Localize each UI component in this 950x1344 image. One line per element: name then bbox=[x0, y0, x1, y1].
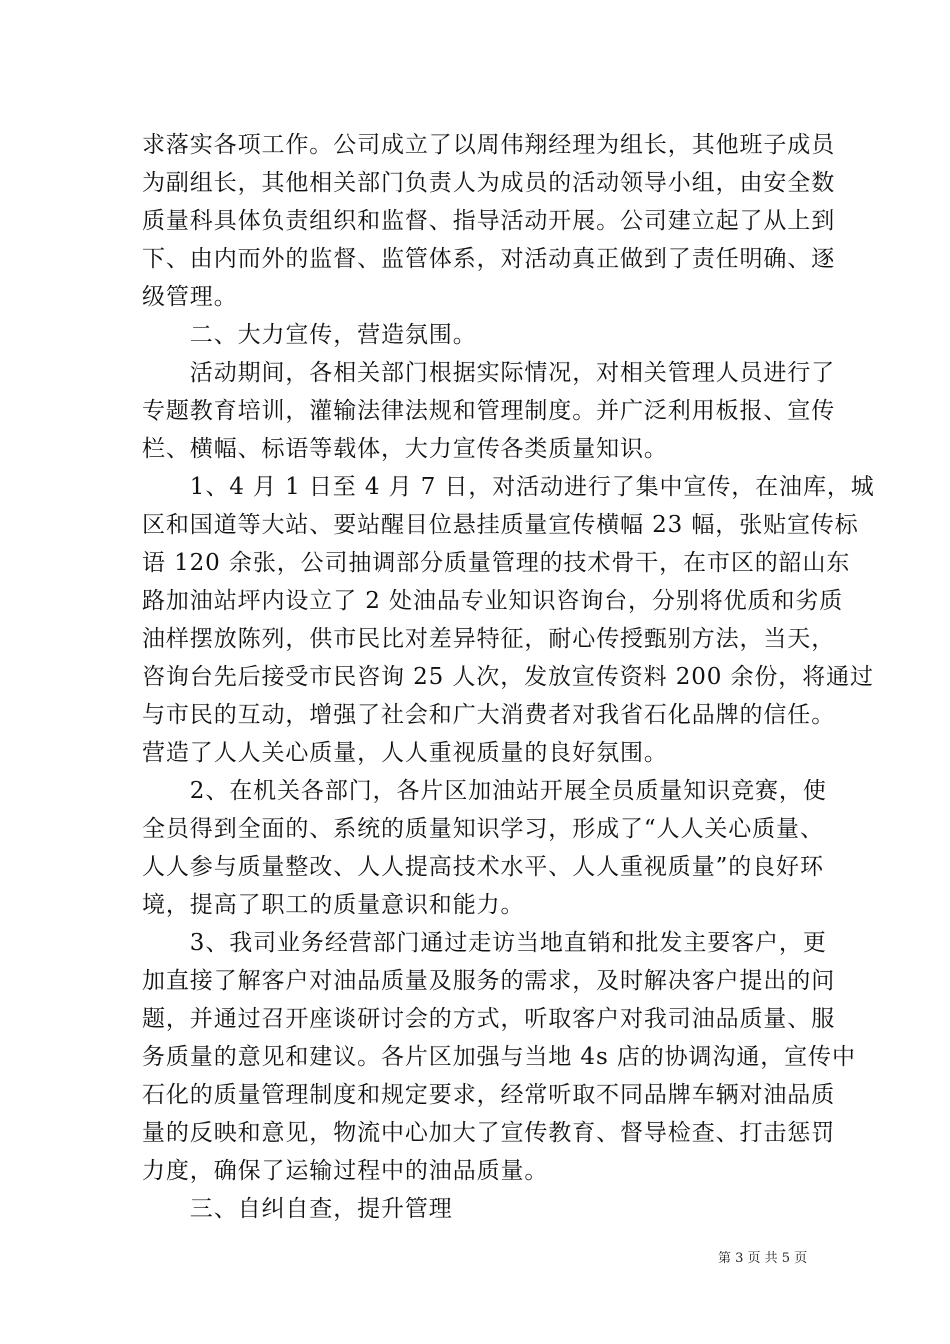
text-line: 语 120 余张，公司抽调部分质量管理的技术骨干，在市区的韶山东 bbox=[142, 550, 851, 576]
text-line: 栏、横幅、标语等载体，大力宣传各类质量知识。 bbox=[142, 436, 668, 462]
text-line: 油样摆放陈列，供市民比对差异特征，耐心传授甄别方法，当天， bbox=[142, 626, 836, 652]
text-line: 营造了人人关心质量，人人重视质量的良好氛围。 bbox=[142, 740, 668, 766]
text-line: 为副组长，其他相关部门负责人为成员的活动领导小组，由安全数 bbox=[142, 170, 836, 196]
text-line: 务质量的意见和建议。各片区加强与当地 4s 店的协调沟通，宣传中 bbox=[142, 1044, 856, 1070]
text-line: 石化的质量管理制度和规定要求，经常听取不同品牌车辆对油品质 bbox=[142, 1082, 836, 1108]
section-heading: 二、大力宣传，营造氛围。 bbox=[142, 322, 477, 348]
text-line: 3、我司业务经营部门通过走访当地直销和批发主要客户，更 bbox=[142, 930, 827, 956]
text-line: 与市民的互动，增强了社会和广大消费者对我省石化品牌的信任。 bbox=[142, 702, 836, 728]
text-line: 量的反映和意见，物流中心加大了宣传教育、督导检查、打击惩罚 bbox=[142, 1120, 836, 1146]
text-line: 境，提高了职工的质量意识和能力。 bbox=[142, 892, 525, 918]
text-line: 全员得到全面的、系统的质量知识学习，形成了“人人关心质量、 bbox=[142, 816, 824, 842]
section-heading: 三、自纠自查，提升管理 bbox=[142, 1196, 453, 1222]
text-line: 区和国道等大站、要站醒目位悬挂质量宣传横幅 23 幅，张贴宣传标 bbox=[142, 512, 859, 538]
text-line: 力度，确保了运输过程中的油品质量。 bbox=[142, 1158, 549, 1184]
text-line: 人人参与质量整改、人人提高技术水平、人人重视质量”的良好环 bbox=[142, 854, 824, 880]
text-line: 专题教育培训，灌输法律法规和管理制度。并广泛利用板报、宣传 bbox=[142, 398, 836, 424]
text-line: 下、由内而外的监督、监管体系，对活动真正做到了责任明确、逐 bbox=[142, 246, 836, 272]
page-number: 第 3 页 共 5 页 bbox=[718, 1251, 808, 1266]
text-line: 加直接了解客户对油品质量及服务的需求，及时解决客户提出的问 bbox=[142, 968, 836, 994]
text-line: 1、4 月 1 日至 4 月 7 日，对活动进行了集中宣传，在油库，城 bbox=[142, 474, 875, 500]
text-line: 2、在机关各部门，各片区加油站开展全员质量知识竞赛，使 bbox=[142, 778, 827, 804]
text-line: 路加油站坪内设立了 2 处油品专业知识咨询台，分别将优质和劣质 bbox=[142, 588, 844, 614]
text-line: 咨询台先后接受市民咨询 25 人次，发放宣传资料 200 余份，将通过 bbox=[142, 664, 874, 690]
text-line: 求落实各项工作。公司成立了以周伟翔经理为组长，其他班子成员 bbox=[142, 132, 836, 158]
text-line: 级管理。 bbox=[142, 284, 238, 310]
text-line: 题，并通过召开座谈研讨会的方式，听取客户对我司油品质量、服 bbox=[142, 1006, 836, 1032]
text-line: 质量科具体负责组织和监督、指导活动开展。公司建立起了从上到 bbox=[142, 208, 836, 234]
text-line: 活动期间，各相关部门根据实际情况，对相关管理人员进行了 bbox=[142, 360, 836, 386]
